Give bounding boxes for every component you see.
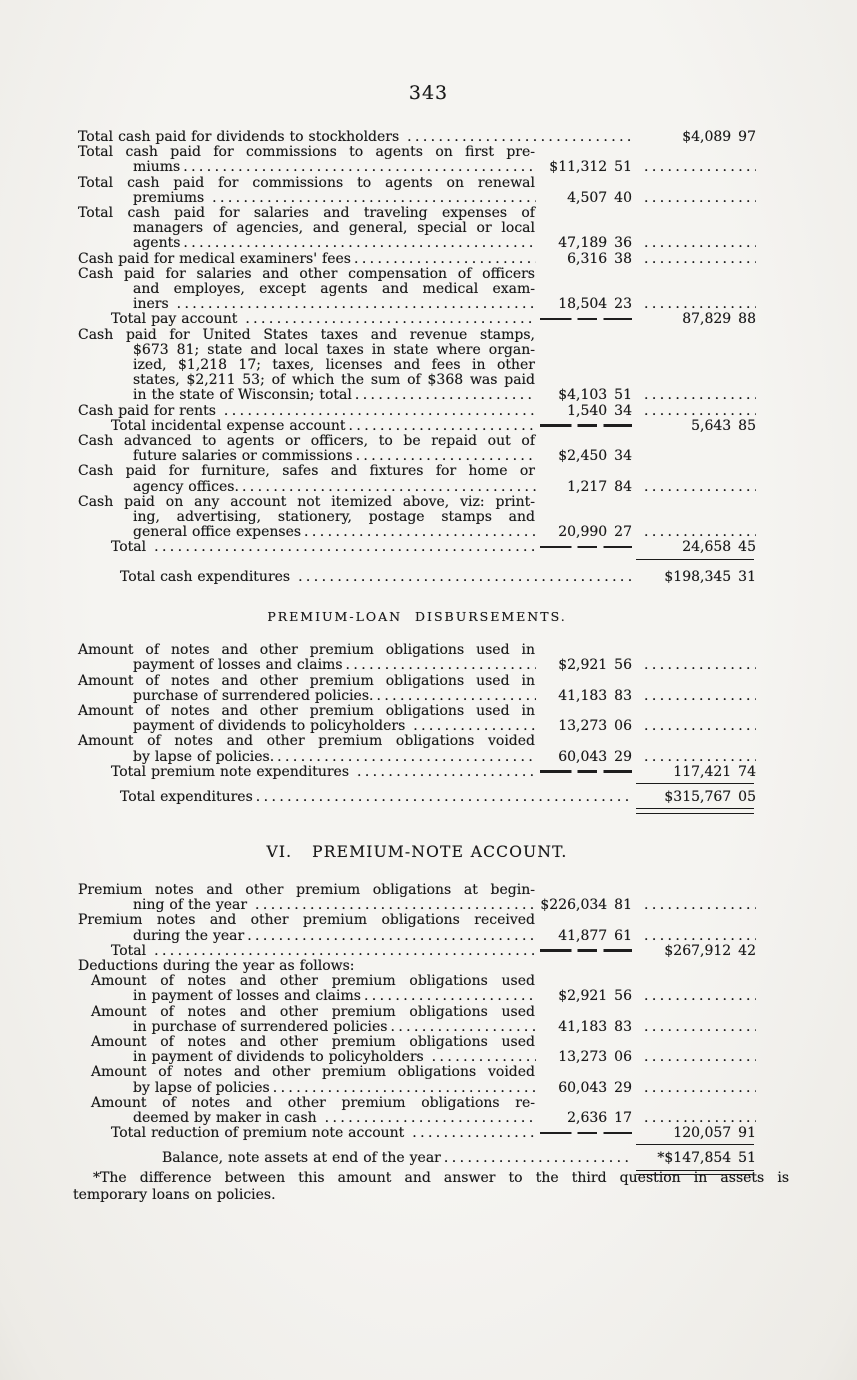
total-rule <box>636 1144 754 1145</box>
ledger-row <box>78 464 756 494</box>
row-line: Amount of notes and other premium obligations voided <box>78 733 535 750</box>
ledger-row <box>78 267 756 313</box>
ledger-row <box>78 252 756 267</box>
row-main-line <box>78 480 756 495</box>
amount-col2: 5,643 85 <box>691 417 756 434</box>
col2-dot-leader <box>632 929 756 944</box>
amount-col1: 60,043 29 <box>558 748 632 765</box>
row-line: Cash paid on any account not itemized above, viz: print- <box>78 493 535 510</box>
row-label: Total <box>111 539 152 556</box>
dot-leader <box>352 388 536 403</box>
dot-leader <box>346 419 536 434</box>
col2-dot-leader <box>632 297 756 312</box>
amount-col1: 6,316 38 <box>567 250 632 267</box>
row-label: in payment of losses and claims <box>133 988 361 1005</box>
row-line: managers of agencies, and general, special or local <box>133 220 535 237</box>
dot-leader <box>343 658 536 673</box>
col2-dot-leader <box>632 989 756 1004</box>
amount-col2: $267,912 42 <box>664 942 756 959</box>
row-main-line <box>78 750 756 765</box>
row-main-line <box>78 130 756 145</box>
amount-col1: $2,921 56 <box>558 657 632 674</box>
row-main-line <box>78 540 756 555</box>
dash-rule <box>540 949 632 952</box>
dot-leader <box>441 1151 632 1166</box>
col2-dot-leader <box>632 480 756 495</box>
ledger <box>78 130 756 1177</box>
row-line: Amount of notes and other premium obligations used in <box>78 672 535 689</box>
row-line: Premium notes and other premium obligations at begin- <box>78 881 535 898</box>
row-label: deemed by maker in cash <box>133 1109 322 1126</box>
row-label: Total pay account <box>111 311 243 328</box>
row-main-line <box>78 297 756 312</box>
dot-leader <box>274 750 536 765</box>
dot-leader <box>270 1081 536 1096</box>
dot-leader <box>429 1050 536 1065</box>
amount-col2: 117,421 74 <box>673 763 756 780</box>
row-label: iners <box>133 296 174 313</box>
amount-col2: $4,089 97 <box>682 129 756 145</box>
dash-rule <box>540 770 632 773</box>
row-label: Total cash expenditures <box>120 568 296 585</box>
row-label: by lapse of policies. <box>133 748 275 765</box>
amount-col1: $11,312 51 <box>549 159 632 176</box>
row-main-line <box>78 449 756 464</box>
ledger-row <box>78 328 756 404</box>
row-label: Cash paid for rents <box>78 402 221 419</box>
row-label: Total incidental expense account <box>111 417 346 434</box>
dot-leader <box>351 252 536 267</box>
amount-col1: 1,217 84 <box>567 478 632 495</box>
dot-leader <box>322 1111 536 1126</box>
amount-col1: 41,183 83 <box>558 1018 632 1035</box>
amount-col1: 13,273 06 <box>558 718 632 735</box>
ledger-row <box>78 176 756 206</box>
amount-col1: 2,636 17 <box>567 1109 632 1126</box>
row-line: Amount of notes and other premium obligations used <box>91 1033 535 1050</box>
row-line: Amount of notes and other premium obligations used <box>91 973 535 990</box>
dash-rule <box>540 546 632 549</box>
row-main-line <box>78 419 756 434</box>
dash-rule <box>540 424 632 427</box>
double-total-rule <box>636 808 754 814</box>
ledger-row <box>78 959 756 974</box>
row-line: Amount of notes and other premium obligations re- <box>91 1094 535 1111</box>
row-label: by lapse of policies <box>133 1079 270 1096</box>
row-line: Amount of notes and other premium obligations used <box>91 1003 535 1020</box>
ledger-row <box>78 704 756 734</box>
col2-dot-leader <box>632 404 756 419</box>
row-main-line <box>78 1126 756 1141</box>
dot-leader <box>373 689 536 704</box>
ledger-row <box>78 495 756 541</box>
dot-leader <box>354 765 536 780</box>
row-label: Total premium note expenditures <box>111 763 354 780</box>
row-main-line <box>78 388 756 403</box>
row-label: general office expenses <box>133 524 302 541</box>
row-line: Premium notes and other premium obligations received <box>78 912 535 929</box>
row-line: $673 81; state and local taxes in state where organ- <box>133 341 535 358</box>
row-main-line <box>78 765 756 780</box>
col2-dot-leader <box>632 719 756 734</box>
amount-col2: $198,345 31 <box>664 568 756 585</box>
ledger-row <box>78 419 756 434</box>
amount-col1: 41,877 61 <box>558 927 632 944</box>
row-main-line <box>78 959 756 974</box>
dot-leader <box>410 719 536 734</box>
dot-leader <box>244 929 536 944</box>
row-main-line <box>78 1111 756 1126</box>
row-main-line <box>78 929 756 944</box>
row-label: Total reduction of premium note account <box>111 1125 410 1142</box>
dot-leader <box>239 480 536 495</box>
row-line: Cash paid for salaries and other compensation of officers <box>78 265 535 282</box>
row-main-line <box>78 525 756 540</box>
dash-rule <box>540 318 632 321</box>
dot-leader <box>301 525 536 540</box>
section-heading: PREMIUM-LOAN DISBURSEMENTS. <box>267 608 567 624</box>
dot-leader <box>209 191 536 206</box>
ledger-row <box>78 734 756 764</box>
row-label: agents <box>133 235 181 252</box>
sum-dash <box>536 1126 632 1141</box>
amount-col1: 4,507 40 <box>567 189 632 206</box>
col2-dot-leader <box>632 236 756 251</box>
dot-leader <box>361 989 536 1004</box>
amount-col2: 120,057 91 <box>673 1125 756 1142</box>
row-label: Total expenditures <box>120 788 253 805</box>
amount-col1: $226,034 81 <box>540 897 632 914</box>
row-label: agency offices. <box>133 478 239 495</box>
row-line: Cash paid for furniture, safes and fixtures for home or <box>78 463 535 480</box>
amount-col1: 20,990 27 <box>558 524 632 541</box>
row-line: ing, advertising, stationery, postage stamps and <box>133 509 535 526</box>
ledger-row <box>78 790 756 805</box>
sum-dash <box>536 765 632 780</box>
row-line: Cash paid for United States taxes and revenue stamps, <box>78 326 535 343</box>
row-line: Amount of notes and other premium obligations voided <box>91 1064 535 1081</box>
row-label: purchase of surrendered policies. <box>133 687 374 704</box>
ledger-row <box>78 570 756 585</box>
dot-leader <box>253 790 632 805</box>
row-label: future salaries or commissions <box>133 448 353 465</box>
amount-col1: 41,183 83 <box>558 687 632 704</box>
row-main-line <box>78 160 756 175</box>
row-main-line <box>78 1020 756 1035</box>
col2-dot-leader <box>632 525 756 540</box>
ledger-row <box>78 974 756 1004</box>
ledger-row <box>78 404 756 419</box>
sum-dash <box>536 540 632 555</box>
row-line: Total cash paid for commissions to agents on renewal <box>78 174 535 191</box>
row-main-line <box>78 719 756 734</box>
row-main-line <box>78 658 756 673</box>
dot-leader <box>151 944 536 959</box>
ledger-row <box>78 1005 756 1035</box>
dot-leader <box>404 130 632 145</box>
row-label: Total <box>111 942 152 959</box>
row-main-line <box>78 1151 756 1166</box>
amount-col1: 47,189 36 <box>558 235 632 252</box>
dot-leader <box>353 449 536 464</box>
row-label: in payment of dividends to policyholders <box>133 1049 429 1066</box>
row-main-line <box>78 404 756 419</box>
ledger-row <box>78 944 756 959</box>
amount-col2: $315,767 05 <box>664 788 756 805</box>
row-label: payment of dividends to policyholders <box>133 718 411 735</box>
dot-leader <box>242 312 536 327</box>
row-main-line <box>78 236 756 251</box>
col2-dot-leader <box>632 252 756 267</box>
amount-col1: 60,043 29 <box>558 1079 632 1096</box>
row-main-line <box>78 1050 756 1065</box>
ledger-row <box>78 883 756 913</box>
dot-leader <box>174 297 536 312</box>
footnote-line: temporary loans on policies. <box>73 1186 276 1203</box>
ledger-row <box>78 674 756 704</box>
row-line: states, $2,211 53; of which the sum of $368 was paid <box>133 372 535 389</box>
sum-dash <box>536 312 632 327</box>
amount-col2: 87,829 88 <box>682 311 756 328</box>
total-rule <box>636 783 754 784</box>
row-line: Amount of notes and other premium obligations used in <box>78 702 535 719</box>
col2-dot-leader <box>632 898 756 913</box>
row-label: premiums <box>133 189 210 206</box>
ledger-row <box>78 206 756 252</box>
dot-leader <box>180 236 536 251</box>
col2-dot-leader <box>632 658 756 673</box>
ledger-row <box>78 1151 756 1166</box>
ledger-row <box>78 913 756 943</box>
col2-dot-leader <box>632 750 756 765</box>
total-rule <box>636 559 754 560</box>
ledger-row <box>78 643 756 673</box>
row-line: Cash advanced to agents or officers, to be repaid out of <box>78 433 535 450</box>
amount-col1: 18,504 23 <box>558 296 632 313</box>
row-main-line <box>78 191 756 206</box>
row-line: Amount of notes and other premium obligations used in <box>78 642 535 659</box>
footnote <box>73 1170 789 1203</box>
row-label: payment of losses and claims <box>133 657 343 674</box>
row-main-line <box>78 790 756 805</box>
ledger-row <box>78 145 756 175</box>
amount-col1: $4,103 51 <box>558 387 632 404</box>
amount-col1: $2,921 56 <box>558 988 632 1005</box>
row-main-line <box>78 1081 756 1096</box>
col2-dot-leader <box>632 1081 756 1096</box>
row-line: and employes, except agents and medical exam- <box>133 281 535 298</box>
col2-dot-leader <box>632 1020 756 1035</box>
amount-col1: $2,450 34 <box>558 448 632 465</box>
dot-leader <box>409 1126 536 1141</box>
col2-dot-leader <box>632 689 756 704</box>
row-line: ized, $1,218 17; taxes, licenses and fees in other <box>133 357 535 374</box>
row-label: in purchase of surrendered policies <box>133 1018 388 1035</box>
row-label: miums <box>133 159 181 176</box>
row-main-line <box>78 570 756 585</box>
row-line: Total cash paid for commissions to agents on first pre- <box>78 144 535 161</box>
section-heading: VI. PREMIUM-NOTE ACCOUNT. <box>266 842 568 861</box>
amount-col1: 13,273 06 <box>558 1049 632 1066</box>
row-main-line <box>78 944 756 959</box>
col2-dot-leader <box>632 388 756 403</box>
dash-rule <box>540 1132 632 1135</box>
page-number: 343 <box>408 82 449 104</box>
amount-col1: 1,540 34 <box>567 402 632 419</box>
row-main-line <box>78 689 756 704</box>
footnote-line: *The difference between this amount and answer to the third question in assets is <box>93 1170 789 1186</box>
amount-col2: *$147,854 51 <box>657 1150 756 1167</box>
dot-leader <box>252 898 536 913</box>
dot-leader <box>151 540 536 555</box>
row-main-line <box>78 989 756 1004</box>
col2-dot-leader <box>632 160 756 175</box>
row-label: in the state of Wisconsin; total <box>133 387 352 404</box>
ledger-row <box>78 130 756 145</box>
ledger-row <box>78 1065 756 1095</box>
amount-col2: 24,658 45 <box>682 539 756 556</box>
row-main-line <box>78 252 756 267</box>
ledger-row <box>78 765 756 780</box>
col2-dot-leader <box>632 1050 756 1065</box>
row-main-line <box>78 312 756 327</box>
col2-dot-leader <box>632 191 756 206</box>
dot-leader <box>180 160 536 175</box>
dot-leader <box>295 570 632 585</box>
ledger-row <box>78 1126 756 1141</box>
row-label: Deductions during the year as follows: <box>78 957 355 974</box>
row-label: Cash paid for medical examiners' fees <box>78 250 351 267</box>
ledger-row <box>78 312 756 327</box>
row-label: Balance, note assets at end of the year <box>162 1150 441 1167</box>
row-label: Total cash paid for dividends to stockholders <box>78 129 405 145</box>
dot-leader <box>387 1020 536 1035</box>
col2-dot-leader <box>632 1111 756 1126</box>
row-line: Total cash paid for salaries and traveling expenses of <box>78 205 535 222</box>
sum-dash <box>536 419 632 434</box>
sum-dash <box>536 944 632 959</box>
ledger-row <box>78 540 756 555</box>
row-main-line <box>78 898 756 913</box>
ledger-row <box>78 434 756 464</box>
row-label: during the year <box>133 927 245 944</box>
ledger-row <box>78 1035 756 1065</box>
ledger-row <box>78 1096 756 1126</box>
dot-leader <box>221 404 536 419</box>
row-label: ning of the year <box>133 897 253 914</box>
